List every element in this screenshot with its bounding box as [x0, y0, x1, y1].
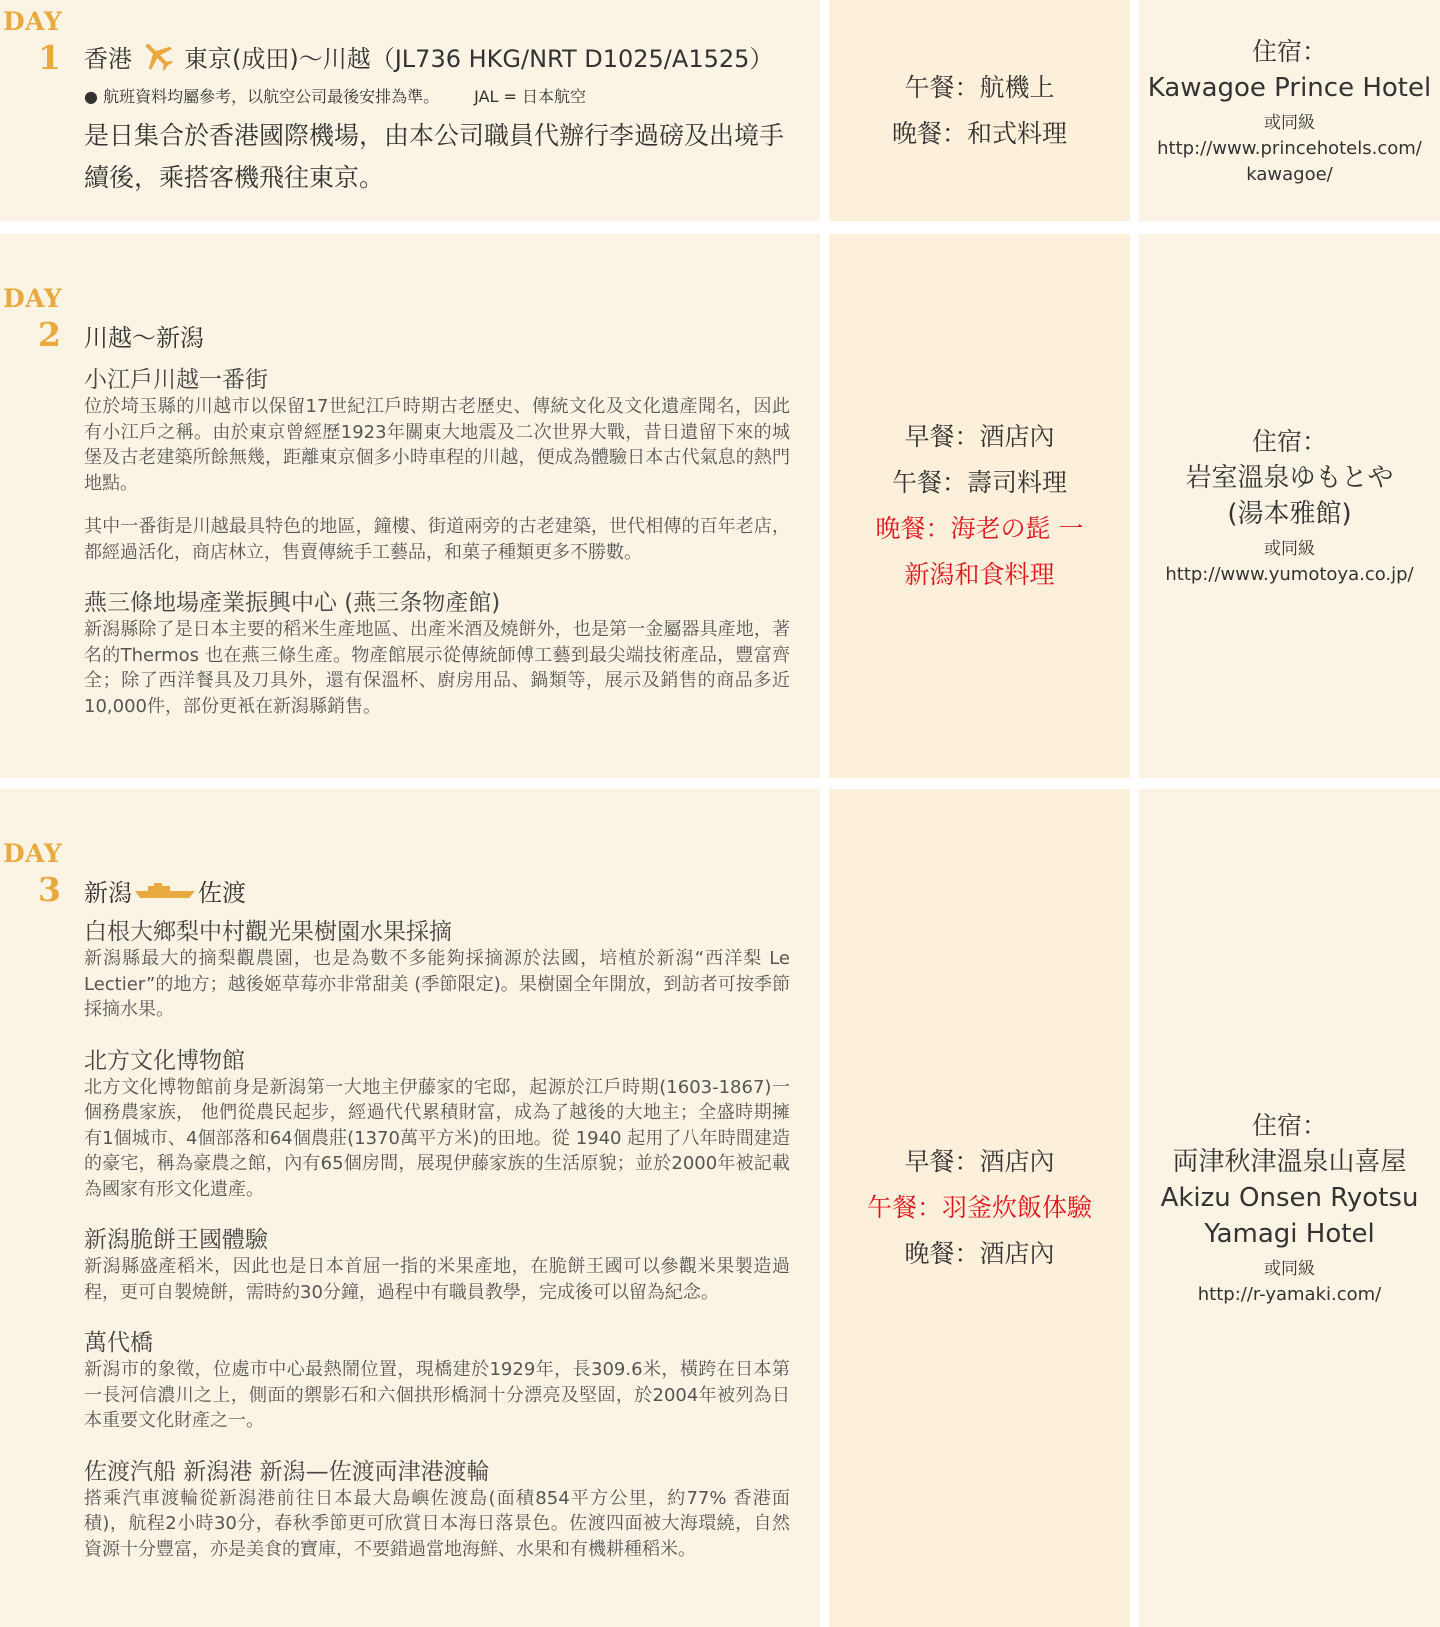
hotel-url[interactable]: http://www.yumotoya.co.jp/	[1165, 564, 1414, 585]
ferry-icon	[134, 880, 196, 902]
meal-item: 午餐：壽司料理	[891, 468, 1067, 497]
hotel-url[interactable]: http://r-yamaki.com/	[1197, 1284, 1382, 1305]
hotel-or-similar: 或同級	[1264, 1259, 1315, 1279]
airline-note: JAL = 日本航空	[474, 87, 587, 106]
meal-item: 晚餐：酒店內	[904, 1239, 1055, 1268]
hotel-name: 岩室溫泉ゆもとや	[1185, 463, 1394, 493]
day-3-row	[0, 789, 1440, 1627]
meal-item: 午餐：航機上	[904, 72, 1055, 102]
hotel-or-similar: 或同級	[1264, 539, 1315, 559]
day-3-meals	[829, 789, 1130, 1627]
note-text: 航班資料均屬參考，以航空公司最後安排為準。	[103, 87, 440, 106]
section-body: 搭乘汽車渡輪從新潟港前往日本最大島嶼佐渡島(面積854平方公里，約77% 香港面積)，航程2小時30分，春秋季節更可欣賞日本海日落景色。佐渡四面被大海環繞，自然資源十分豐富，亦是美食的寶庫，不要錯過當地海鮮、水果和有機耕種稻米。	[84, 1487, 790, 1560]
hotel-or-similar: 或同級	[1264, 112, 1315, 133]
section-title: 燕三條地場產業振興中心 (燕三条物產館)	[84, 590, 501, 616]
day-label: DAY	[3, 839, 63, 868]
hotel-name: Yamagi Hotel	[1204, 1219, 1375, 1249]
day-content	[84, 366, 790, 719]
day-route: 川越～新潟	[84, 324, 204, 352]
hotel-label: 住宿：	[1251, 427, 1327, 456]
section-body: 北方文化博物館前身是新潟第一大地主伊藤家的宅邸，起源於江戶時期(1603-1867)一個務農家族， 他們從農民起步，經過代代累積財富，成為了越後的大地主；全盛時期擁有1個城市、4個部落和64個農莊(1370萬平方米)的田地。從 1940 起用了八年時間建造的豪宅，稱為豪農之館，內有65個房間，展現伊藤家族的生活原貌；並於2000年被記載為國家有形文化遺產。	[84, 1076, 790, 1200]
day-label: DAY	[3, 7, 63, 36]
day-number: 2	[38, 315, 61, 354]
day-1-itinerary	[0, 0, 820, 221]
day-1-row	[0, 0, 1440, 221]
flight-note	[84, 84, 586, 107]
section-title: 萬代橋	[84, 1330, 153, 1356]
route-to: 佐渡	[198, 879, 246, 907]
airplane-icon	[140, 38, 176, 74]
day-2-meals	[829, 234, 1130, 778]
hotel-url[interactable]: http://www.princehotels.com/	[1157, 137, 1422, 159]
hotel-name: (湯本雅館)	[1227, 499, 1352, 529]
meal-item: 早餐：酒店內	[904, 422, 1055, 451]
meal-item-highlight: 晚餐：海老の髭 一	[875, 514, 1084, 543]
bullet: ●	[84, 87, 98, 106]
route-from: 香港	[84, 44, 132, 73]
day-label: DAY	[3, 284, 63, 313]
day-2-hotel	[1139, 234, 1440, 778]
hotel-label: 住宿：	[1251, 1111, 1327, 1140]
day-3-itinerary	[0, 789, 820, 1627]
section-title: 北方文化博物館	[84, 1047, 245, 1074]
meal-item-highlight: 新潟和食料理	[904, 560, 1055, 589]
section-body: 其中一番街是川越最具特色的地區，鐘樓、街道兩旁的古老建築，世代相傳的百年老店，都經過活化，商店林立，售賣傳統手工藝品，和菓子種類更多不勝數。	[84, 516, 790, 563]
section-body: 位於埼玉縣的川越市以保留17世紀江戶時期古老歷史、傳統文化及文化遺產聞名，因此有小江戶之稱。由於東京曾經歷1923年關東大地震及二次世界大戰，昔日遺留下來的城堡及古老建築所餘無幾，距離東京個多小時車程的川越，便成為體驗日本古代氣息的熱門地點。	[84, 396, 790, 494]
meal-item: 早餐：酒店內	[904, 1147, 1055, 1176]
section-title: 白根大鄉梨中村觀光果樹園水果採摘	[84, 919, 452, 945]
section-body: 新潟縣最大的摘梨觀農園，也是為數不多能夠採摘源於法國，培植於新潟“西洋梨 Le Lectier”的地方；越後姬草莓亦非常甜美 (季節限定)。果樹園全年開放，到訪者可按季節採摘水果。	[84, 948, 790, 1020]
hotel-label: 住宿：	[1251, 36, 1327, 66]
section-body: 新潟縣除了是日本主要的稻米生產地區、出產米酒及燒餅外，也是第一金屬器具產地，著名的Thermos 也在燕三條生產。物產館展示從傳統師傅工藝到最尖端技術產品，豐富齊全；除了西洋餐具及刀具外，還有保溫杯、廚房用品、鍋類等，展示及銷售的商品多近10,000件，部份更衹在新潟縣銷售。	[84, 619, 790, 717]
day-content	[84, 918, 790, 1562]
day-number: 3	[38, 870, 61, 909]
day-2-row	[0, 234, 1440, 778]
day-number: 1	[38, 38, 61, 77]
section-title: 小江戶川越一番街	[84, 367, 268, 393]
section-body: 新潟縣盛產稻米，因此也是日本首屈一指的米果產地，在脆餅王國可以參觀米果製造過程，更可自製燒餅，需時約30分鐘，過程中有職員教學，完成後可以留為紀念。	[84, 1256, 790, 1303]
day-1-meals	[829, 0, 1130, 221]
hotel-name: Kawagoe Prince Hotel	[1147, 72, 1432, 103]
route-to: 東京(成田)～川越（JL736 HKG/NRT D1025/A1525）	[184, 44, 774, 73]
meal-item: 晚餐：和式料理	[891, 118, 1067, 148]
section-title: 佐渡汽船 新潟港 新潟—佐渡両津港渡輪	[84, 1458, 490, 1485]
meal-item-highlight: 午餐：羽釜炊飯体驗	[866, 1193, 1092, 1222]
route-from: 新潟	[84, 879, 132, 907]
day-description: 是日集合於香港國際機場，由本公司職員代辦行李過磅及出境手續後，乘搭客機飛往東京。	[84, 121, 785, 192]
day-route	[84, 38, 773, 74]
section-body: 新潟市的象徵，位處市中心最熱鬧位置，現橋建於1929年，長309.6米，橫跨在日本第一長河信濃川之上，側面的禦影石和六個拱形橋洞十分漂亮及堅固，於2004年被列為日本重要文化財產之一。	[84, 1359, 790, 1431]
day-1-hotel	[1139, 0, 1440, 221]
hotel-url[interactable]: kawagoe/	[1246, 163, 1333, 185]
hotel-name: 両津秋津溫泉山喜屋	[1172, 1147, 1407, 1177]
day-2-itinerary	[0, 234, 820, 778]
hotel-name: Akizu Onsen Ryotsu	[1160, 1183, 1419, 1213]
day-route	[84, 873, 246, 908]
day-3-hotel	[1139, 789, 1440, 1627]
section-title: 新潟脆餅王國體驗	[84, 1227, 268, 1253]
